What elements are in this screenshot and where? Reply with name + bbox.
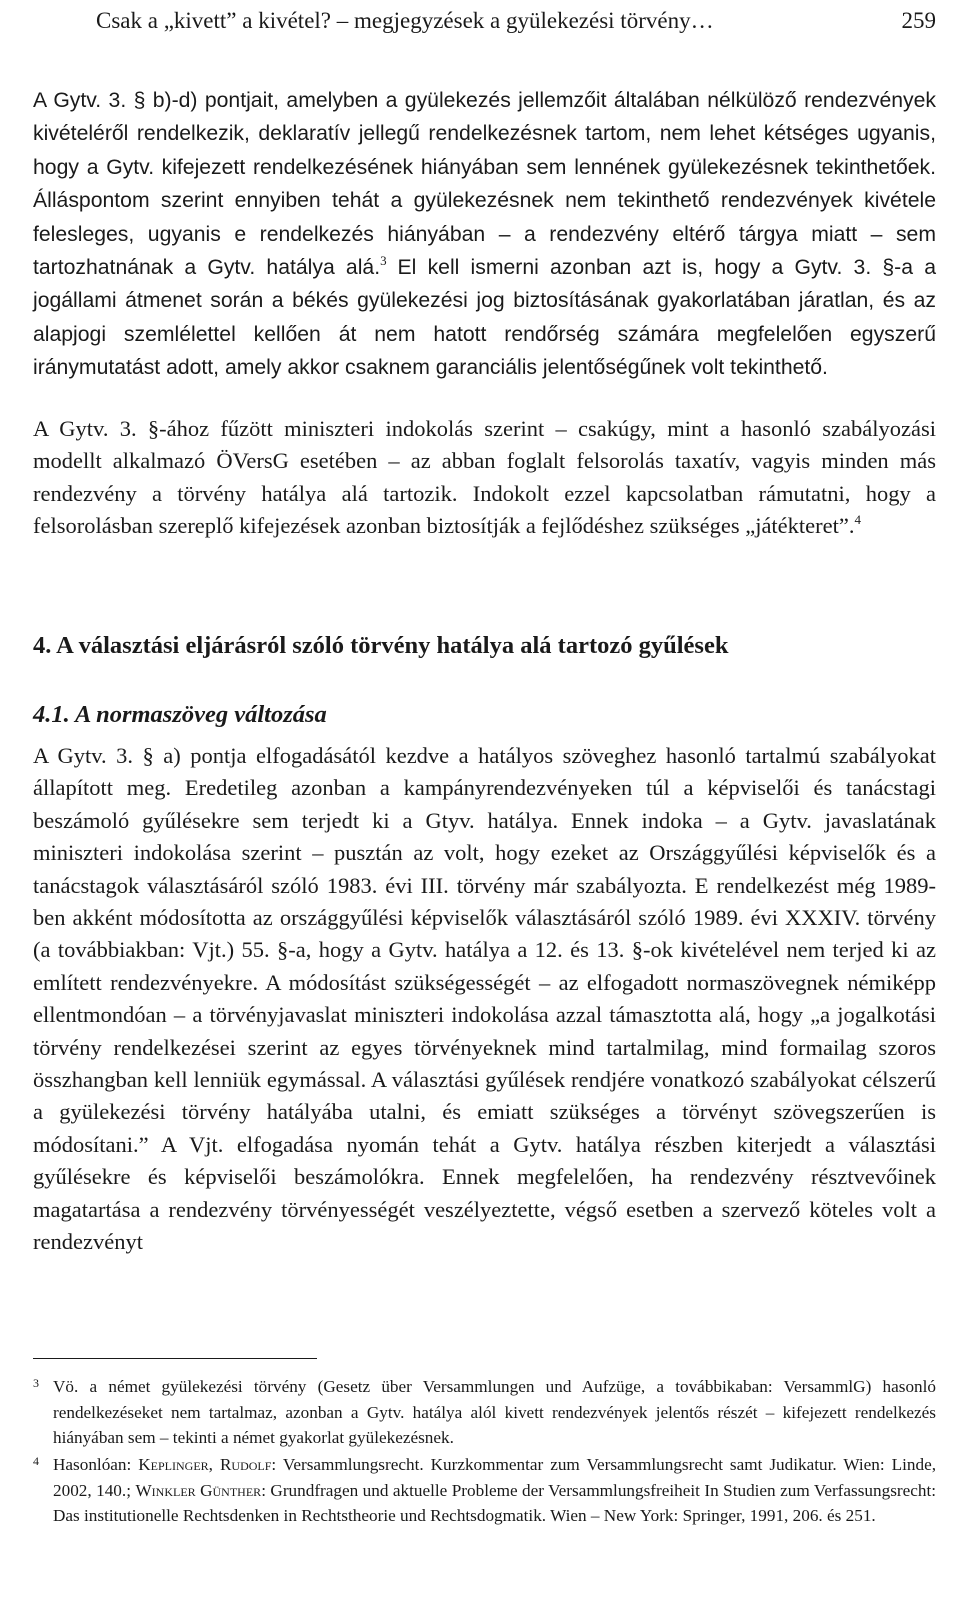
page-number: 259 [901, 8, 936, 33]
footnote-3-number: 3 [33, 1376, 39, 1390]
section-heading-4: 4. A választási eljárásról szóló törvény hatálya alá tartozó gyűlések [33, 632, 729, 659]
paragraph-1 [33, 84, 936, 385]
footnote-separator [33, 1358, 317, 1359]
footnote-4-lead: Hasonlóan: [53, 1455, 132, 1474]
header-title: Csak a „kivett” a kivétel? – megjegyzések a gyülekezési törvény… [96, 8, 714, 33]
footnote-4 [33, 1452, 936, 1529]
paragraph-1-text: A Gytv. 3. § b)-d) pontjait, amelyben a gyülekezés jellemzőit általában nélkülöző rendezvények kivételéről rendelkezik, deklaratív jellegű rendelkezésnek tartom, nem lehet kétséges ugyanis, hogy a Gytv. [33, 89, 936, 179]
footnote-ref-4[interactable]: 4 [854, 512, 862, 528]
footnote-4-ref-1: : Versammlungsrecht. Kurzkommentar zum Versammlungsrecht samt Judikatur. Wien: Linde, 2002, 140.; [53, 1455, 936, 1500]
footnote-4-text [53, 1452, 936, 1529]
footnote-3-text: Vö. a német gyülekezési törvény (Gesetz über Versammlungen und Aufzüge, a továbbikaban: VersammlG) hasonló rendelkezéseket nem tartalmaz, azonban a Gytv. hatálya alól kivett rendezvények jelentős részét – kifejezett rendelkezés hiányában sem – tekinti a német gyakorlat gyülekezésnek. [53, 1377, 936, 1448]
subsection-heading-4-1: 4.1. A normaszöveg változása [33, 701, 327, 728]
footnote-3 [33, 1374, 936, 1451]
paragraph-2-text: A Gytv. 3. §-ához fűzött miniszteri indokolás szerint – csakúgy, mint a hasonló szabályozási modellt alkalmazó ÖVersG esetében – az abban foglalt felsorolás taxatív, vagyis minden más rendezvény a törvény hatálya alá tartozik. Indokolt ezzel kapcsolatban rámutatni, hogy a felsorolásban szereplő kifejezések azonban biztosítják a fejlődéshez szükséges „játékteret”. [33, 416, 936, 539]
paragraph-1-cont: kifejezett rendelkezésének hiányában sem lennének gyülekezésnek tekinthetőek. Álláspontom szerint ennyiben tehát a gyülekezésnek nem tekinthető rendezvények kivétele felesleges, ugyanis e rendelkezés hiányában – a rendezvény eltérő tárgya miatt – sem tartozhatnának a Gytv. hatálya alá. [33, 155, 936, 280]
footnote-ref-3[interactable]: 3 [380, 253, 387, 269]
footnote-4-author-2: Winkler Günther [135, 1480, 262, 1500]
paragraph-3: A Gytv. 3. § a) pontja elfogadásától kezdve a hatályos szöveghez hasonló tartalmú szabályokat állapított meg. Eredetileg azonban a kampányrendezvényeken túl a képviselői és tanácstagi beszámoló gyűlésekre sem terjedt ki a Gtyv. hatálya. Ennek indoka – a Gytv. javaslatának miniszteri indokolása szerint – pusztán az volt, hogy ezeket az Országgyűlési képviselők és a tanácstagok választásáról szóló 1983. évi III. törvény már szabályozta. E rendelkezést még 1989-ben akként módosította az országgyűlési képviselők választásáról szóló 1989. évi XXXIV. törvény (a továbbiakban: Vjt.) 55. §-a, hogy a Gytv. hatálya a 12. és 13. §-ok kivételével nem terjed ki az említett rendezvényekre. A módosítást szükségességét – az elfogadott normaszövegnek némiképp ellentmondóan – a törvényjavaslat miniszteri indokolása azzal támasztotta alá, hogy „a jogalkotási törvény rendelkezései szerint az egyes törvényeknek mind tartalmilag, mind formailag szoros összhangban kell lenniük egymással. A választási gyűlések rendjére vonatkozó szabályokat célszerű a gyülekezési törvény hatályába utalni, és emiatt szükséges a törvényt szövegszerűen is módosítani.” A Vjt. elfogadása nyomán tehát a Gytv. hatálya részben kiterjedt a választási gyűlésekre és képviselői beszámolókra. Ennek megfelelően, ha rendezvény résztvevőinek magatartása a rendezvény törvényességét veszélyeztette, végső esetben a szervező köteles volt a rendezvényt [33, 743, 936, 1255]
footnote-4-ref-2: : Grundfragen und aktuelle Probleme der Versammlungsfreiheit In Studien zum Verfassungsrecht: Das institutionelle Rechtsdenken in Rechtstheorie und Rechtsdogmatik. Wien – New York: Springer, 1991, 206. és 251. [53, 1480, 937, 1526]
paragraph-2 [33, 413, 936, 543]
footnote-4-number: 4 [33, 1454, 39, 1468]
footnote-4-author-1: Keplinger, Rudolf [138, 1455, 272, 1474]
running-header [96, 4, 936, 38]
paragraph-1-end: El kell ismerni azonban azt is, hogy a Gytv. 3. §-a a jogállami átmenet során a békés gyülekezési jog biztosításának gyakorlatában járatlan, és az alapjogi szemlélettel kellően át nem hatott rendőrség számára megfelelően egyszerű iránymutatást adott, amely akkor csaknem garanciális jelentőségűnek volt tekinthető. [33, 256, 936, 380]
